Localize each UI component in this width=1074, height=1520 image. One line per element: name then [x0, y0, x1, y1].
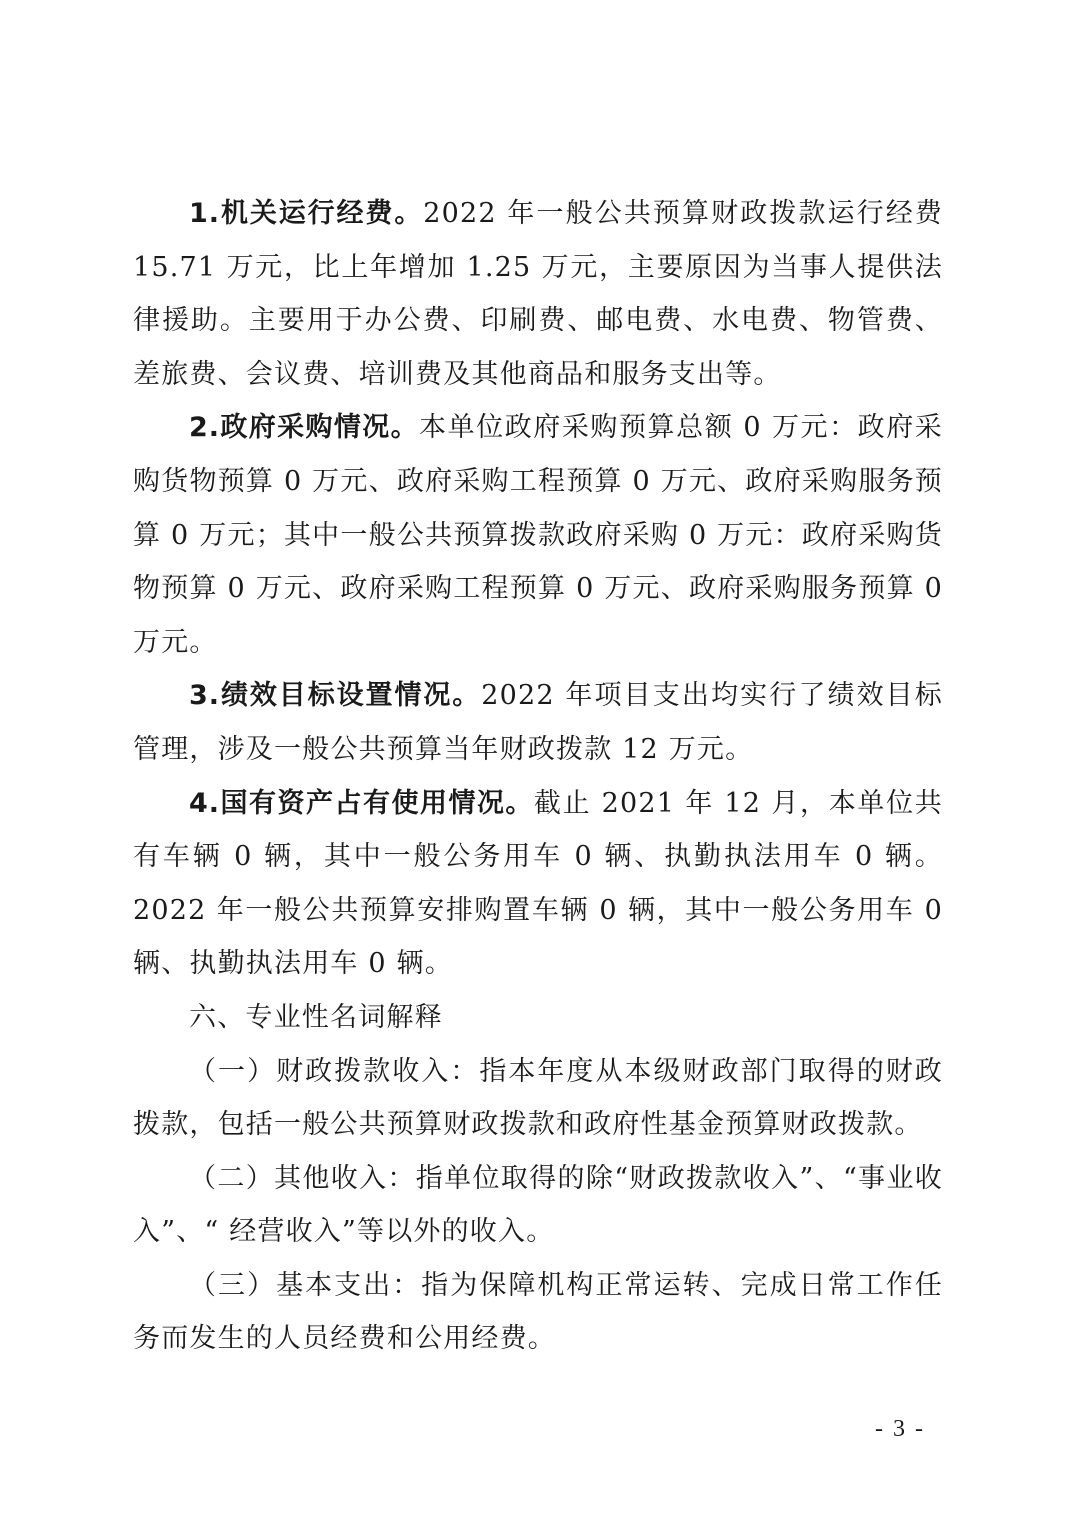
paragraph-government-procurement — [133, 401, 943, 669]
section-heading: 六、专业性名词解释 — [189, 1001, 443, 1033]
definition-basic-expenditure: （三）基本支出：指为保障机构正常运转、完成日常工作任务而发生的人员经费和公用经费。 — [133, 1269, 943, 1355]
paragraph-state-assets — [133, 777, 943, 991]
page-number: - 3 - — [875, 1416, 925, 1442]
paragraph-text: 2022 年一般公共预算财政拨款运行经费 15.71 万元，比上年增加 1.25 万元，主要原因为当事人提供法律援助。主要用于办公费、印刷费、邮电费、水电费、物管费、差旅费、会议费、培训费及其他商品和服务支出等。 — [133, 198, 944, 390]
paragraph-performance-targets — [133, 669, 943, 776]
paragraph-text: 截止 2021 年 12 月，本单位共有车辆 0 辆，其中一般公务用车 0 辆、执勤执法用车 0 辆。2022 年一般公共预算安排购置车辆 0 辆，其中一般公务用车 0 辆、执勤执法用车 0 辆。 — [133, 787, 943, 980]
definition-other-income: （二）其他收入：指单位取得的除“财政拨款收入”、“事业收入”、“ 经营收入”等以外的收入。 — [133, 1162, 943, 1248]
paragraph-lead: 2.政府采购情况。 — [189, 412, 419, 444]
paragraph-text: 2022 年项目支出均实行了绩效目标管理，涉及一般公共预算当年财政拨款 12 万元。 — [133, 680, 943, 765]
paragraph-lead: 4.国有资产占有使用情况。 — [189, 787, 534, 819]
paragraph-lead: 3.绩效目标设置情况。 — [189, 680, 482, 712]
paragraph-lead: 1.机关运行经费。 — [189, 198, 424, 229]
paragraph-text: 本单位政府采购预算总额 0 万元：政府采购货物预算 0 万元、政府采购工程预算 0 万元、政府采购服务预算 0 万元；其中一般公共预算拨款政府采购 0 万元：政府采购货物预算 0 万元、政府采购工程预算 0 万元、政府采购服务预算 0 万元。 — [133, 412, 943, 658]
paragraph-operating-expenses — [133, 187, 943, 401]
definition-fiscal-appropriation-income: （一）财政拨款收入：指本年度从本级财政部门取得的财政拨款，包括一般公共预算财政拨款和政府性基金预算财政拨款。 — [133, 1055, 943, 1141]
document-body — [133, 187, 943, 1366]
